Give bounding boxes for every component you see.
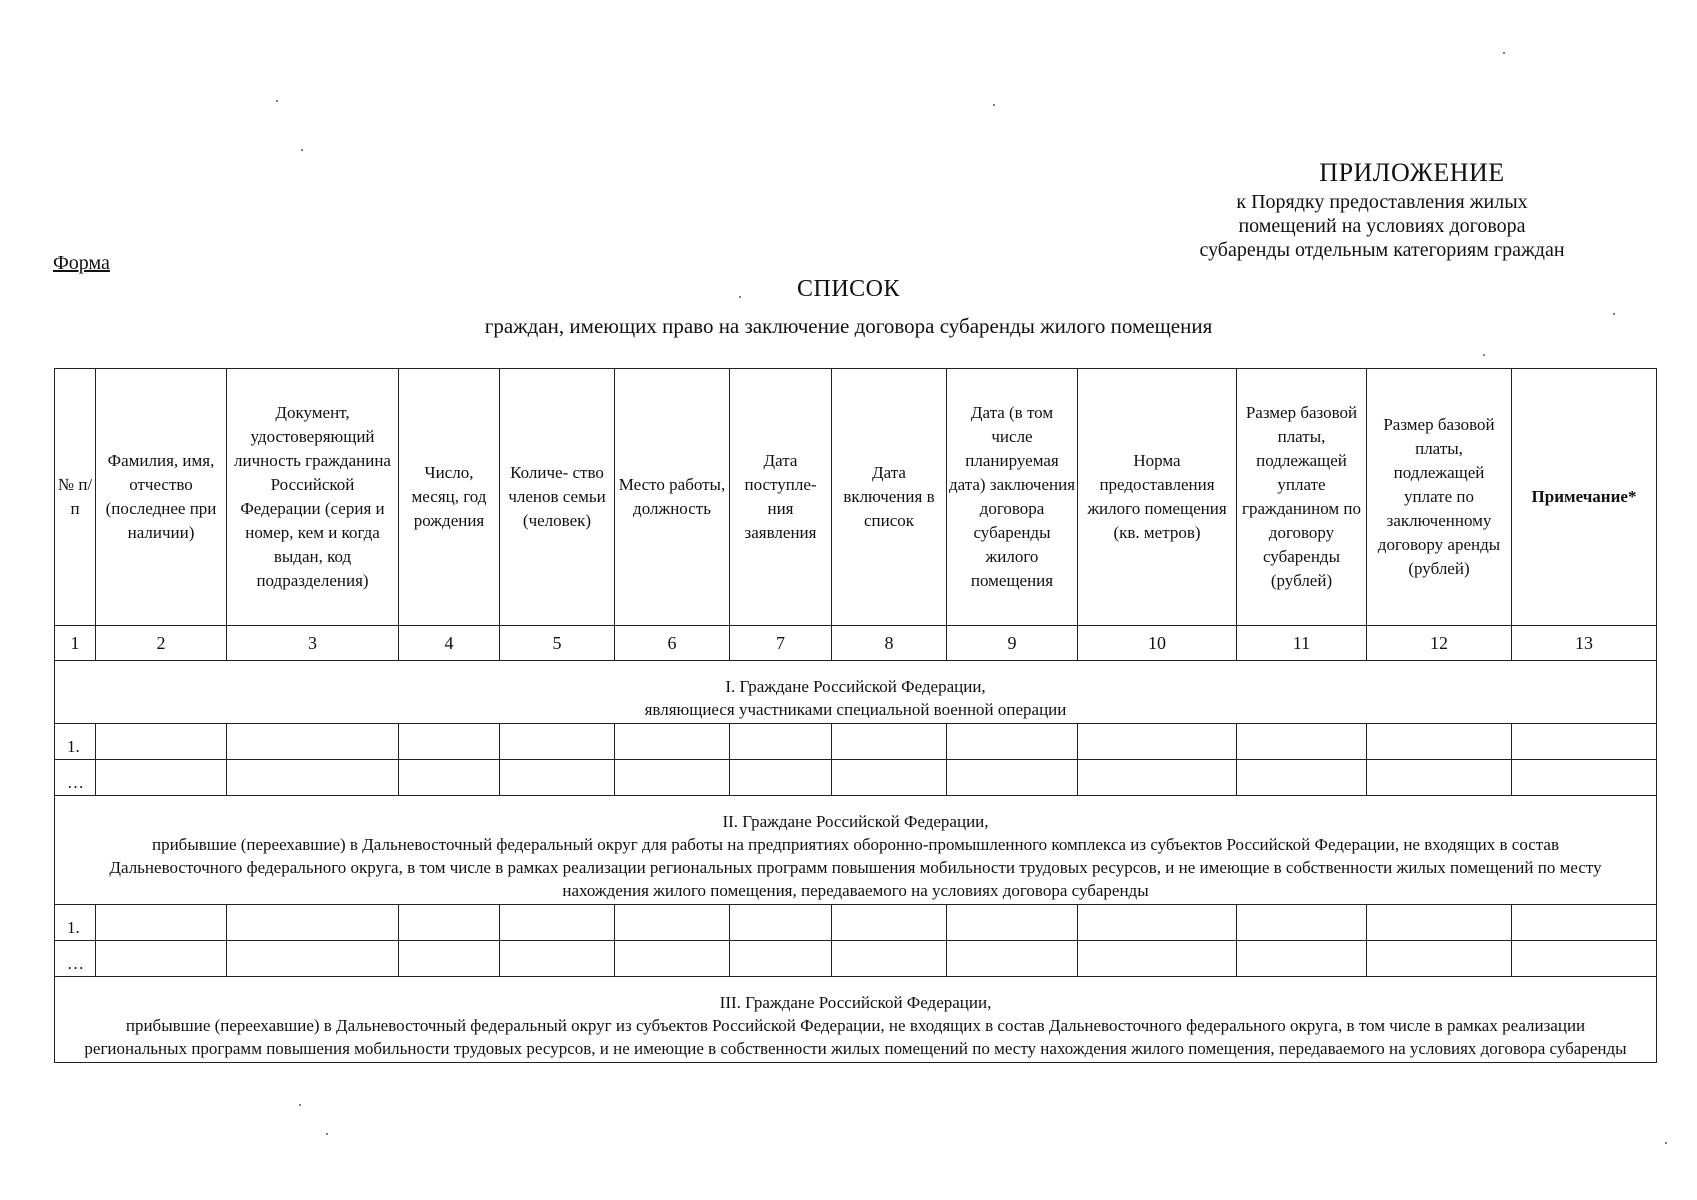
table-cell — [947, 905, 1078, 941]
table-row — [55, 941, 1657, 977]
table-cell — [96, 905, 227, 941]
table-cell — [1078, 724, 1237, 760]
table-cell — [832, 760, 947, 796]
column-number: 7 — [730, 626, 832, 661]
section-2-header — [55, 796, 1657, 905]
section-3-text: прибывшие (переехавшие) в Дальневосточный федеральный округ из субъектов Российской Федерации, не входящих в состав Дальневосточного федерального округа, в том числе в рамках реализации региональных программ повышения мобильности трудовых ресурсов, и не имеющие в собственности жилых помещений по месту нахождения жилого помещения, передаваемого на условиях договора субаренды — [84, 1016, 1627, 1058]
section-2-text: прибывшие (переехавшие) в Дальневосточный федеральный округ для работы на предприятиях оборонно-промышленного комплекса из субъектов Российской Федерации, не входящих в состав Дальневосточного федерального округа, в том числе в рамках реализации региональных программ повышения мобильности трудовых ресурсов, и не имеющие в собственности жилых помещений по месту нахождения жилого помещения, передаваемого на условиях договора субаренды — [109, 835, 1602, 900]
col-header-application-date: Дата поступле- ния заявления — [730, 369, 832, 626]
table-cell — [1512, 941, 1657, 977]
table-cell — [96, 724, 227, 760]
scan-speck — [326, 1133, 328, 1135]
list-title: СПИСОК — [796, 276, 901, 302]
table-cell — [1512, 760, 1657, 796]
table-cell — [1078, 760, 1237, 796]
citizens-list-table — [54, 368, 1657, 1063]
table-cell — [399, 724, 500, 760]
table-cell — [615, 760, 730, 796]
column-number: 12 — [1367, 626, 1512, 661]
col-header-housing-norm: Норма предоставления жилого помещения (кв. метров) — [1078, 369, 1237, 626]
table-cell — [1367, 905, 1512, 941]
col-header-lease-fee: Размер базовой платы, подлежащей уплате по заключенному договору аренды (рублей) — [1367, 369, 1512, 626]
list-subtitle: граждан, имеющих право на заключение договора субаренды жилого помещения — [484, 314, 1213, 338]
column-number: 10 — [1078, 626, 1237, 661]
table-cell — [947, 760, 1078, 796]
column-number-row — [55, 626, 1657, 661]
table-cell — [227, 905, 399, 941]
row-number: 1. — [55, 724, 96, 760]
table-cell — [1237, 941, 1367, 977]
table-cell — [1078, 941, 1237, 977]
section-3-header — [55, 977, 1657, 1063]
scan-speck — [299, 1104, 301, 1106]
section-1-cell — [55, 661, 1657, 724]
form-label: Форма — [53, 252, 110, 274]
scan-speck — [276, 100, 278, 102]
col-header-birth-date: Число, месяц, год рождения — [399, 369, 500, 626]
column-number: 11 — [1237, 626, 1367, 661]
table-cell — [615, 724, 730, 760]
scan-speck — [993, 104, 995, 106]
table-cell — [730, 941, 832, 977]
table-cell — [947, 941, 1078, 977]
table-cell — [832, 905, 947, 941]
annex-title: ПРИЛОЖЕНИЕ — [1319, 158, 1505, 187]
section-3-heading: III. Граждане Российской Федерации, — [719, 993, 992, 1012]
scan-speck — [1665, 1142, 1667, 1144]
table-cell — [500, 760, 615, 796]
table-row — [55, 905, 1657, 941]
column-number: 8 — [832, 626, 947, 661]
row-number: … — [55, 760, 96, 796]
table-cell — [227, 724, 399, 760]
table-row — [55, 760, 1657, 796]
table-cell — [832, 941, 947, 977]
annex-line-3: субаренды отдельным категориям граждан — [1199, 239, 1565, 261]
table-cell — [500, 905, 615, 941]
table-cell — [1078, 905, 1237, 941]
scan-speck — [1613, 313, 1615, 315]
table-cell — [500, 724, 615, 760]
table-cell — [730, 760, 832, 796]
column-number: 4 — [399, 626, 500, 661]
scan-speck — [1503, 52, 1505, 54]
col-header-contract-date: Дата (в том числе планируемая дата) заключения договора субаренды жилого помещения — [947, 369, 1078, 626]
col-header-sublease-fee: Размер базовой платы, подлежащей уплате гражданином по договору субаренды (рублей) — [1237, 369, 1367, 626]
section-1-text: являющиеся участниками специальной военной операции — [644, 700, 1067, 719]
table-cell — [947, 724, 1078, 760]
column-number: 13 — [1512, 626, 1657, 661]
annex-block — [1147, 158, 1617, 260]
table-cell — [1237, 905, 1367, 941]
table-cell — [1367, 941, 1512, 977]
column-number: 5 — [500, 626, 615, 661]
table-cell — [730, 724, 832, 760]
scan-speck — [739, 296, 741, 298]
table-cell — [96, 760, 227, 796]
table-cell — [399, 941, 500, 977]
table-cell — [1237, 724, 1367, 760]
annex-line-1: к Порядку предоставления жилых — [1236, 191, 1528, 213]
table-cell — [615, 941, 730, 977]
col-header-identity-document: Документ, удостоверяющий личность гражданина Российской Федерации (серия и номер, кем и когда выдан, код подразделения) — [227, 369, 399, 626]
column-number: 3 — [227, 626, 399, 661]
row-number: 1. — [55, 905, 96, 941]
annex-line-2: помещений на условиях договора — [1238, 215, 1526, 237]
table-cell — [1367, 760, 1512, 796]
col-header-number: № п/п — [55, 369, 96, 626]
table-cell — [730, 905, 832, 941]
table-cell — [399, 760, 500, 796]
header-row — [55, 369, 1657, 626]
section-1-heading: I. Граждане Российской Федерации, — [725, 677, 986, 696]
table-cell — [96, 941, 227, 977]
table-cell — [1237, 760, 1367, 796]
column-number: 2 — [96, 626, 227, 661]
table-cell — [1512, 905, 1657, 941]
section-2-cell — [55, 796, 1657, 905]
table-cell — [832, 724, 947, 760]
col-header-workplace: Место работы, должность — [615, 369, 730, 626]
table-row — [55, 724, 1657, 760]
table-cell — [615, 905, 730, 941]
table-cell — [227, 941, 399, 977]
column-number: 6 — [615, 626, 730, 661]
column-number: 9 — [947, 626, 1078, 661]
col-header-inclusion-date: Дата включения в список — [832, 369, 947, 626]
column-number: 1 — [55, 626, 96, 661]
table-cell — [1512, 724, 1657, 760]
table-cell — [227, 760, 399, 796]
row-number: … — [55, 941, 96, 977]
col-header-note: Примечание* — [1512, 369, 1657, 626]
col-header-full-name: Фамилия, имя, отчество (последнее при наличии) — [96, 369, 227, 626]
section-2-heading: II. Граждане Российской Федерации, — [722, 812, 989, 831]
section-1-header — [55, 661, 1657, 724]
section-3-cell — [55, 977, 1657, 1063]
scan-speck — [1483, 354, 1485, 356]
scan-speck — [301, 149, 303, 151]
table-cell — [1367, 724, 1512, 760]
table-cell — [399, 905, 500, 941]
table-cell — [500, 941, 615, 977]
col-header-family-members: Количе- ство членов семьи (человек) — [500, 369, 615, 626]
